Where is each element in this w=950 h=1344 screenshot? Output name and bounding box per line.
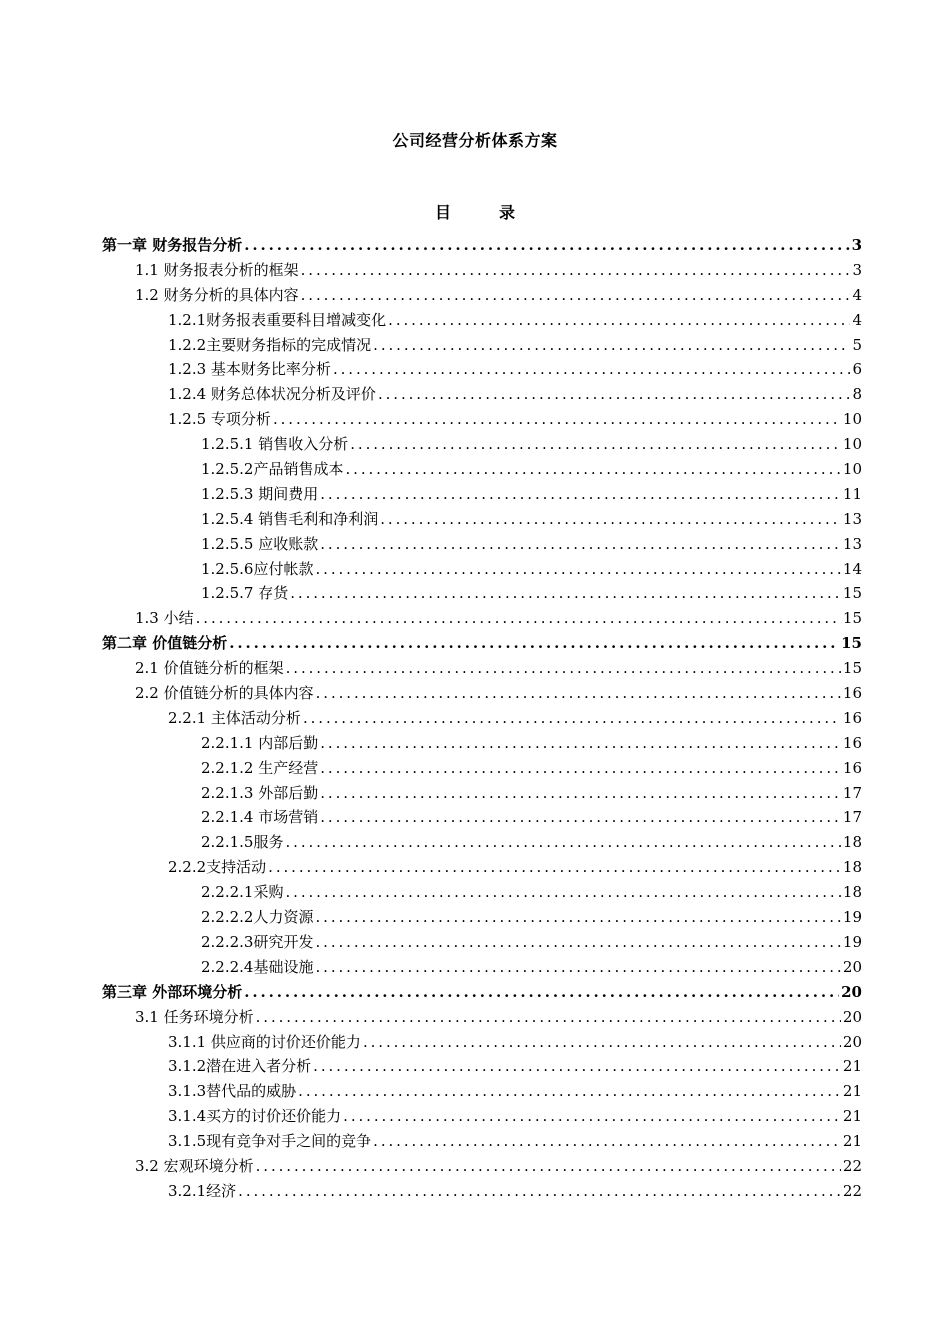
- toc-entry-title: 3.1.5现有竞争对手之间的竞争: [168, 1132, 372, 1151]
- toc-entry-page-number: 8: [852, 385, 862, 404]
- toc-dot-leader: [256, 1005, 841, 1030]
- toc-dot-leader: [301, 258, 851, 283]
- toc-entry-title: 2.2.1.2 生产经营: [201, 758, 319, 777]
- toc-dot-leader: [244, 233, 849, 258]
- toc-entry[interactable]: [102, 781, 862, 806]
- toc-entry-page-number: 13: [842, 509, 862, 528]
- toc-entry[interactable]: [102, 283, 862, 308]
- toc-entry-title: 2.1 价值链分析的框架: [135, 659, 284, 678]
- toc-dot-leader: [363, 1030, 841, 1055]
- toc-dot-leader: [343, 1104, 841, 1129]
- toc-entry-title: 1.2.5.1 销售收入分析: [201, 435, 349, 454]
- toc-entry[interactable]: [102, 1005, 862, 1030]
- document-title: 公司经营分析体系方案: [392, 131, 558, 150]
- toc-dot-leader: [298, 1079, 841, 1104]
- toc-entry-page-number: 3: [852, 260, 862, 279]
- toc-entry-page-number: 18: [842, 883, 862, 902]
- toc-entry-page-number: 3: [851, 236, 862, 254]
- toc-entry-page-number: 5: [852, 335, 862, 354]
- toc-entry-page-number: 20: [842, 957, 862, 976]
- toc-entry-title: 3.2 宏观环境分析: [135, 1156, 254, 1175]
- toc-entry-title: 1.2.5.2产品销售成本: [201, 460, 344, 479]
- toc-entry[interactable]: [102, 581, 862, 606]
- toc-entry-title: 1.3 小结: [135, 609, 194, 628]
- toc-dot-leader: [315, 930, 840, 955]
- toc-entry-page-number: 16: [842, 733, 862, 752]
- toc-entry-title: 2.2.2支持活动: [168, 858, 267, 877]
- toc-dot-leader: [378, 382, 851, 407]
- toc-entry-title: 2.2.1.4 市场营销: [201, 808, 319, 827]
- toc-dot-leader: [315, 905, 840, 930]
- toc-entry-title: 1.2.5.3 期间费用: [201, 484, 319, 503]
- toc-entry[interactable]: [102, 955, 862, 980]
- toc-dot-leader: [320, 482, 841, 507]
- toc-entry-title: 1.2.2主要财务指标的完成情况: [168, 335, 372, 354]
- toc-dot-leader: [244, 980, 839, 1005]
- toc-entry[interactable]: [102, 1129, 862, 1154]
- toc-entry-page-number: 21: [842, 1107, 862, 1126]
- toc-entry-title: 3.1.1 供应商的讨价还价能力: [168, 1032, 361, 1051]
- toc-entry[interactable]: [102, 432, 862, 457]
- toc-entry-title: 2.2.2.2人力资源: [201, 908, 314, 927]
- toc-entry-title: 1.2.3 基本财务比率分析: [168, 360, 331, 379]
- toc-entry-page-number: 20: [842, 1032, 862, 1051]
- toc-entry-title: 1.2.5.4 销售毛利和净利润: [201, 509, 379, 528]
- toc-entry[interactable]: [102, 830, 862, 855]
- toc-entry-title: 1.2 财务分析的具体内容: [135, 285, 299, 304]
- toc-dot-leader: [373, 333, 850, 358]
- toc-dot-leader: [320, 805, 841, 830]
- toc-entry-page-number: 16: [842, 758, 862, 777]
- toc-entry-page-number: 15: [842, 609, 862, 628]
- toc-entry-page-number: 20: [841, 982, 862, 1001]
- toc-entry-title: 第二章 价值链分析: [102, 634, 228, 653]
- toc-entry-title: 3.1.2潜在进入者分析: [168, 1057, 312, 1076]
- toc-entry-page-number: 22: [842, 1181, 862, 1200]
- toc-entry[interactable]: [102, 532, 862, 557]
- toc-entry-title: 1.2.5 专项分析: [168, 410, 271, 429]
- toc-entry-title: 2.2.1.3 外部后勤: [201, 783, 319, 802]
- toc-entry-title: 2.2.2.1采购: [201, 883, 284, 902]
- toc-dot-leader: [320, 731, 841, 756]
- toc-entry-title: 2.2 价值链分析的具体内容: [135, 684, 314, 703]
- toc-heading-left: 目: [434, 203, 451, 222]
- toc-entry[interactable]: [102, 457, 862, 482]
- toc-entry-page-number: 18: [842, 858, 862, 877]
- toc-dot-leader: [238, 1179, 841, 1204]
- toc-entry-title: 2.2.2.3研究开发: [201, 932, 314, 951]
- toc-entry[interactable]: [102, 880, 862, 905]
- toc-dot-leader: [320, 781, 841, 806]
- toc-entry[interactable]: [102, 656, 862, 681]
- toc-dot-leader: [320, 756, 841, 781]
- toc-entry-title: 2.2.1.1 内部后勤: [201, 733, 319, 752]
- toc-dot-leader: [286, 656, 841, 681]
- toc-dot-leader: [268, 855, 841, 880]
- toc-entry-page-number: 17: [842, 808, 862, 827]
- toc-dot-leader: [333, 357, 851, 382]
- toc-entry-page-number: 10: [842, 435, 862, 454]
- toc-entry-page-number: 17: [842, 783, 862, 802]
- toc-dot-leader: [256, 1154, 841, 1179]
- toc-dot-leader: [315, 557, 840, 582]
- toc-entry[interactable]: [102, 756, 862, 781]
- toc-dot-leader: [229, 631, 839, 656]
- toc-entry-page-number: 22: [842, 1156, 862, 1175]
- toc-entry-title: 第一章 财务报告分析: [102, 236, 243, 254]
- toc-entry-page-number: 4: [852, 285, 862, 304]
- toc-entry-page-number: 20: [842, 1007, 862, 1026]
- toc-entry-page-number: 4: [852, 310, 862, 329]
- toc-entry[interactable]: [102, 407, 862, 432]
- toc-dot-leader: [380, 507, 841, 532]
- toc-entry-page-number: 19: [842, 908, 862, 927]
- toc-entry[interactable]: [102, 1179, 862, 1204]
- toc-dot-leader: [373, 1129, 841, 1154]
- toc-dot-leader: [273, 407, 841, 432]
- toc-entry-page-number: 13: [842, 534, 862, 553]
- toc-dot-leader: [285, 880, 840, 905]
- toc-entry-title: 2.2.1.5服务: [201, 833, 284, 852]
- toc-heading: [0, 200, 950, 223]
- toc-dot-leader: [285, 830, 840, 855]
- toc-entry[interactable]: [102, 606, 862, 631]
- toc-entry[interactable]: [102, 631, 862, 656]
- toc-dot-leader: [388, 308, 850, 333]
- toc-entry[interactable]: [102, 930, 862, 955]
- toc-entry-title: 3.1.3替代品的威胁: [168, 1082, 297, 1101]
- toc-entry-title: 3.1.4买方的讨价还价能力: [168, 1107, 342, 1126]
- toc-entry-title: 1.2.5.6应付帐款: [201, 559, 314, 578]
- toc-entry-page-number: 14: [842, 559, 862, 578]
- toc-entry-title: 1.2.4 财务总体状况分析及评价: [168, 385, 376, 404]
- toc-entry[interactable]: [102, 357, 862, 382]
- toc-entry[interactable]: [102, 1079, 862, 1104]
- toc-entry-page-number: 19: [842, 932, 862, 951]
- toc-entry[interactable]: [102, 805, 862, 830]
- toc-entry[interactable]: [102, 233, 862, 258]
- toc-entry-page-number: 10: [842, 410, 862, 429]
- toc-entry-page-number: 15: [841, 634, 862, 653]
- toc-entry[interactable]: [102, 482, 862, 507]
- toc-entry[interactable]: [102, 507, 862, 532]
- toc-dot-leader: [316, 681, 841, 706]
- toc-entry-title: 1.1 财务报表分析的框架: [135, 260, 299, 279]
- toc-dot-leader: [303, 706, 841, 731]
- toc-dot-leader: [301, 283, 851, 308]
- toc-dot-leader: [313, 1054, 841, 1079]
- toc-entry-page-number: 18: [842, 833, 862, 852]
- toc-entry[interactable]: [102, 382, 862, 407]
- toc-entry-title: 1.2.5.5 应收账款: [201, 534, 319, 553]
- toc-entry-page-number: 15: [842, 584, 862, 603]
- toc-entry-page-number: 21: [842, 1057, 862, 1076]
- toc-entry-page-number: 11: [842, 484, 862, 503]
- toc-entry-page-number: 16: [842, 708, 862, 727]
- toc-entry-title: 3.1 任务环境分析: [135, 1007, 254, 1026]
- toc-dot-leader: [350, 432, 841, 457]
- toc-entry[interactable]: [102, 905, 862, 930]
- toc-entry-page-number: 21: [842, 1082, 862, 1101]
- toc-entry-title: 3.2.1经济: [168, 1181, 237, 1200]
- toc-dot-leader: [290, 581, 841, 606]
- toc-entry-page-number: 15: [842, 659, 862, 678]
- toc-entry-title: 2.2.1 主体活动分析: [168, 708, 301, 727]
- toc-entry-page-number: 10: [842, 460, 862, 479]
- toc-entry[interactable]: [102, 1054, 862, 1079]
- toc-entry[interactable]: [102, 855, 862, 880]
- toc-dot-leader: [345, 457, 840, 482]
- toc-entry-page-number: 21: [842, 1132, 862, 1151]
- table-of-contents: [102, 233, 862, 1204]
- toc-entry[interactable]: [102, 333, 862, 358]
- toc-entry[interactable]: [102, 258, 862, 283]
- toc-entry[interactable]: [102, 731, 862, 756]
- toc-entry-title: 2.2.2.4基础设施: [201, 957, 314, 976]
- toc-entry-title: 1.2.1财务报表重要科目增减变化: [168, 310, 387, 329]
- toc-entry-page-number: 6: [852, 360, 862, 379]
- toc-entry-title: 第三章 外部环境分析: [102, 982, 243, 1001]
- toc-entry[interactable]: [102, 706, 862, 731]
- toc-entry[interactable]: [102, 681, 862, 706]
- toc-dot-leader: [196, 606, 841, 631]
- toc-entry[interactable]: [102, 1030, 862, 1055]
- toc-entry[interactable]: [102, 1104, 862, 1129]
- toc-dot-leader: [315, 955, 840, 980]
- toc-entry-page-number: 16: [842, 684, 862, 703]
- toc-dot-leader: [320, 532, 841, 557]
- toc-heading-right: 录: [499, 203, 516, 222]
- toc-entry[interactable]: [102, 308, 862, 333]
- toc-entry-title: 1.2.5.7 存货: [201, 584, 289, 603]
- toc-entry[interactable]: [102, 1154, 862, 1179]
- toc-entry[interactable]: [102, 557, 862, 582]
- toc-entry[interactable]: [102, 980, 862, 1005]
